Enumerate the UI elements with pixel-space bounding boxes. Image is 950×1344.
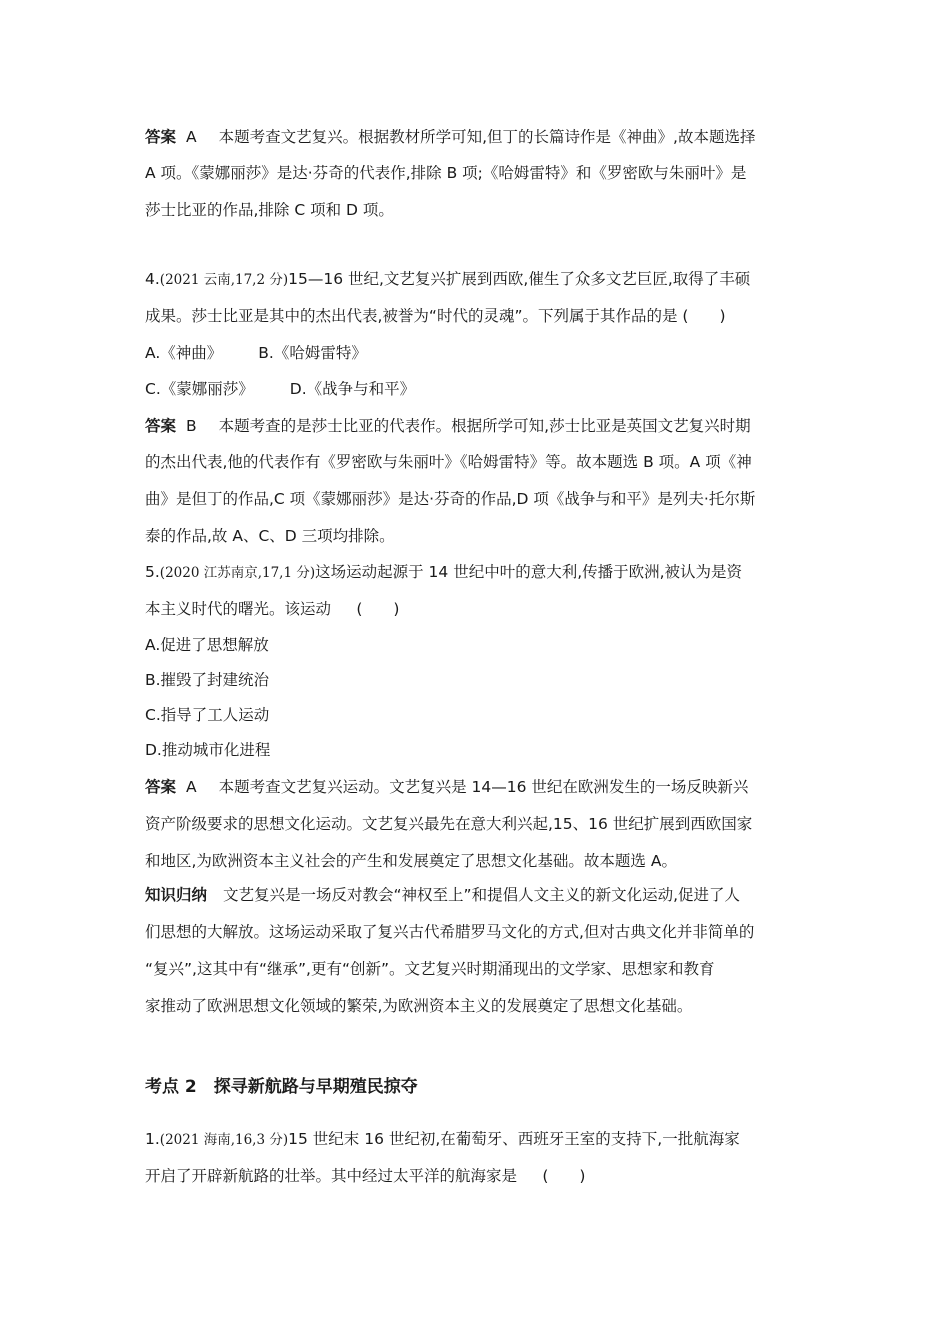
answer-letter: A bbox=[186, 778, 197, 796]
question-4-options-row-2 bbox=[145, 379, 415, 399]
question-text: 开启了开辟新航路的壮举。其中经过太平洋的航海家是 ( ) bbox=[145, 1167, 586, 1185]
question-text: 15—16 世纪,文艺复兴扩展到西欧,催生了众多文艺巨匠,取得了丰硕 bbox=[288, 270, 751, 288]
question-text: 本主义时代的曙光。该运动 ( ) bbox=[145, 600, 400, 618]
answer-paragraph-line bbox=[145, 777, 748, 797]
question-4-options-row-1 bbox=[145, 343, 367, 363]
question-1-stem bbox=[145, 1129, 740, 1150]
answer-paragraph-line bbox=[145, 127, 755, 147]
question-4-stem bbox=[145, 269, 750, 290]
question-source: (2020 江苏南京,17,1 分) bbox=[159, 565, 316, 581]
summary-text: “复兴”,这其中有“继承”,更有“创新”。文艺复兴时期涌现出的文学家、思想家和教育 bbox=[145, 960, 715, 978]
question-source: (2021 海南,16,3 分) bbox=[159, 1132, 289, 1148]
option-c: C.《蒙娜丽莎》 bbox=[145, 380, 254, 398]
answer-text: 莎士比亚的作品,排除 C 项和 D 项。 bbox=[145, 201, 394, 219]
option-a: A.促进了思想解放 bbox=[145, 636, 269, 654]
question-source: (2021 云南,17,2 分) bbox=[159, 272, 289, 288]
option-d: D.推动城市化进程 bbox=[145, 741, 271, 759]
option-d: D.《战争与和平》 bbox=[289, 380, 416, 398]
summary-text: 家推动了欧洲思想文化领域的繁荣,为欧洲资本主义的发展奠定了思想文化基础。 bbox=[145, 997, 693, 1015]
option-b: B.摧毁了封建统治 bbox=[145, 671, 270, 689]
answer-text: 本题考查文艺复兴。根据教材所学可知,但丁的长篇诗作是《神曲》,故本题选择 bbox=[218, 128, 756, 146]
knowledge-summary-line bbox=[145, 885, 740, 905]
answer-text: 的杰出代表,他的代表作有《罗密欧与朱丽叶》《哈姆雷特》等。故本题选 B 项。A 项《神 bbox=[145, 453, 752, 471]
question-number: 1. bbox=[145, 1130, 160, 1148]
option-a: A.《神曲》 bbox=[145, 344, 223, 362]
question-number: 5. bbox=[145, 563, 160, 581]
answer-text: 资产阶级要求的思想文化运动。文艺复兴最先在意大利兴起,15、16 世纪扩展到西欧国家 bbox=[145, 815, 753, 833]
answer-text: 泰的作品,故 A、C、D 三项均排除。 bbox=[145, 527, 395, 545]
summary-text: 们思想的大解放。这场运动采取了复兴古代希腊罗马文化的方式,但对古典文化并非简单的 bbox=[145, 923, 755, 941]
option-b: B.《哈姆雷特》 bbox=[258, 344, 367, 362]
answer-label: 答案 bbox=[145, 128, 177, 146]
answer-text: A 项。《蒙娜丽莎》是达·芬奇的代表作,排除 B 项;《哈姆雷特》和《罗密欧与朱丽叶》是 bbox=[145, 164, 747, 182]
answer-text: 和地区,为欧洲资本主义社会的产生和发展奠定了思想文化基础。故本题选 A。 bbox=[145, 852, 677, 870]
question-text: 15 世纪末 16 世纪初,在葡萄牙、西班牙王室的支持下,一批航海家 bbox=[288, 1130, 740, 1148]
summary-text: 文艺复兴是一场反对教会“神权至上”和提倡人文主义的新文化运动,促进了人 bbox=[223, 886, 741, 904]
option-c: C.指导了工人运动 bbox=[145, 706, 270, 724]
answer-text: 曲》是但丁的作品,C 项《蒙娜丽莎》是达·芬奇的作品,D 项《战争与和平》是列夫·托尔斯 bbox=[145, 490, 756, 508]
answer-text: 本题考查的是莎士比亚的代表作。根据所学可知,莎士比亚是英国文艺复兴时期 bbox=[218, 417, 751, 435]
question-text: 这场运动起源于 14 世纪中叶的意大利,传播于欧洲,被认为是资 bbox=[315, 563, 743, 581]
answer-letter: B bbox=[186, 417, 197, 435]
question-number: 4. bbox=[145, 270, 160, 288]
answer-label: 答案 bbox=[145, 417, 177, 435]
answer-paragraph-line bbox=[145, 416, 751, 436]
answer-letter: A bbox=[186, 128, 197, 146]
summary-label: 知识归纳 bbox=[145, 886, 208, 904]
answer-label: 答案 bbox=[145, 778, 177, 796]
answer-text: 本题考查文艺复兴运动。文艺复兴是 14—16 世纪在欧洲发生的一场反映新兴 bbox=[218, 778, 749, 796]
section-heading: 考点 2 探寻新航路与早期殖民掠夺 bbox=[145, 1077, 418, 1097]
question-text: 成果。莎士比亚是其中的杰出代表,被誉为“时代的灵魂”。下列属于其作品的是 ( ) bbox=[145, 307, 726, 325]
question-5-stem bbox=[145, 562, 742, 583]
